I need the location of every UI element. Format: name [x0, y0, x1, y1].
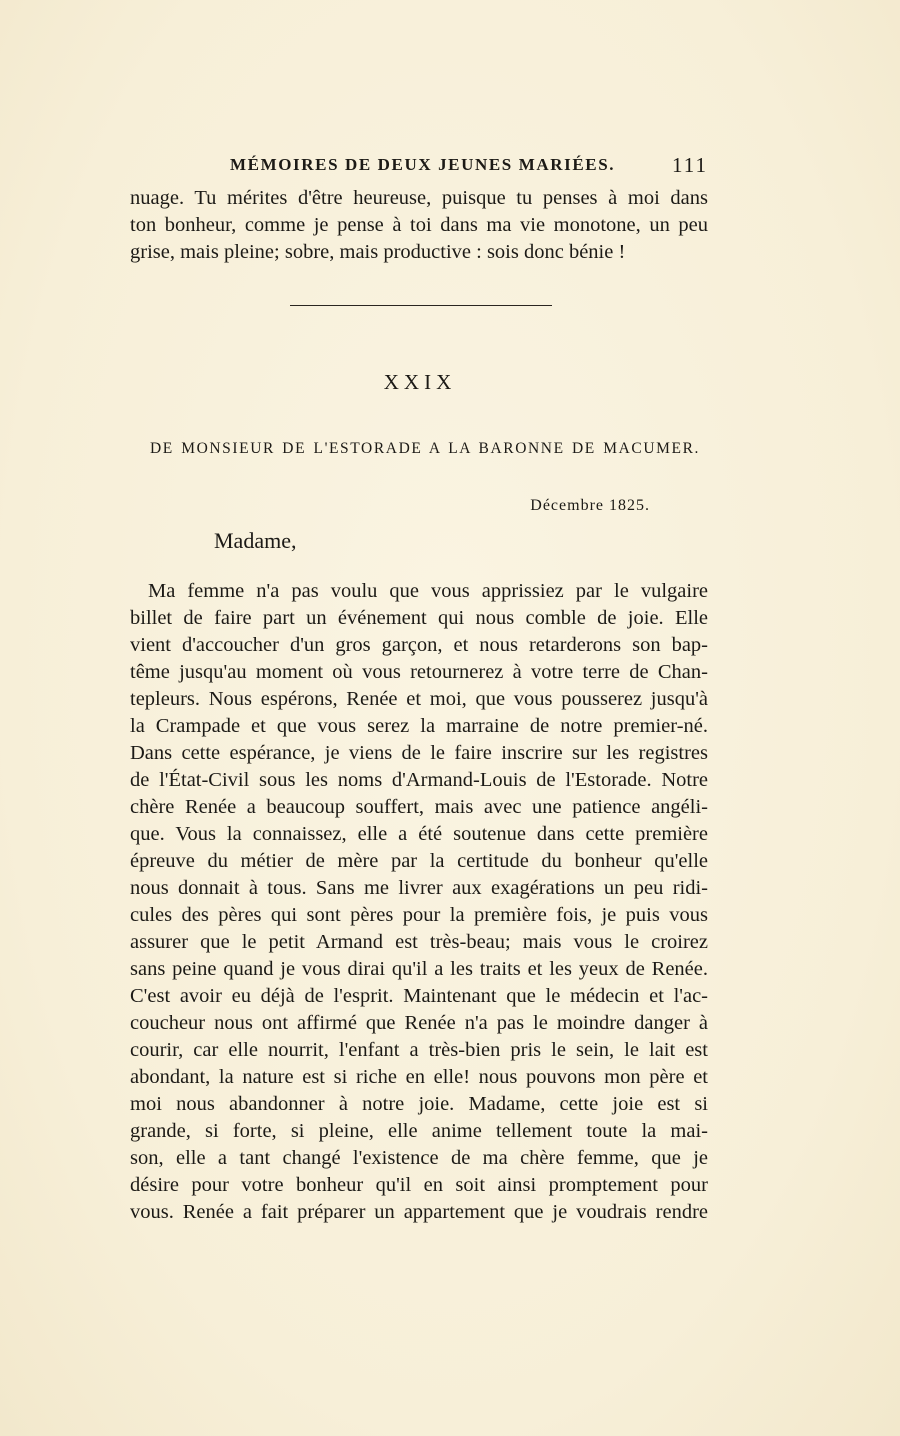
text-line: nuage. Tu mérites d'être heureuse, puisque tu penses à moi dans	[130, 187, 708, 209]
text-line: abondant, la nature est si riche en elle! nous pouvons mon père et	[130, 1066, 708, 1088]
page-number: 111	[672, 153, 708, 177]
letter-date: Décembre 1825.	[530, 497, 650, 514]
text-line: cules des pères qui sont pères pour la première fois, je puis vous	[130, 904, 708, 926]
letter-salutation: Madame,	[214, 528, 297, 553]
text-line: chère Renée a beaucoup souffert, mais avec une patience angéli-	[130, 796, 708, 818]
text-line: son, elle a tant changé l'existence de ma chère femme, que je	[130, 1147, 708, 1169]
text-line: nous donnait à tous. Sans me livrer aux exagérations un peu ridi-	[130, 877, 708, 899]
text-line: courir, car elle nourrit, l'enfant a très-bien pris le sein, le lait est	[130, 1039, 708, 1061]
text-line: coucheur nous ont affirmé que Renée n'a pas le moindre danger à	[130, 1012, 708, 1034]
text-line: C'est avoir eu déjà de l'esprit. Maintenant que le médecin et l'ac-	[130, 985, 708, 1007]
text-line: assurer que le petit Armand est très-beau; mais vous le croirez	[130, 931, 708, 953]
text-line: épreuve du métier de mère par la certitude du bonheur qu'elle	[130, 850, 708, 872]
text-line: de l'État-Civil sous les noms d'Armand-Louis de l'Estorade. Notre	[130, 769, 708, 791]
text-line: grise, mais pleine; sobre, mais productive : sois donc bénie !	[130, 241, 626, 263]
text-line: billet de faire part un événement qui nous comble de joie. Elle	[130, 607, 708, 629]
text-line: que. Vous la connaissez, elle a été soutenue dans cette première	[130, 823, 708, 845]
text-line: grande, si forte, si pleine, elle anime tellement toute la mai-	[130, 1120, 708, 1142]
top-paragraph	[130, 185, 708, 266]
section-divider	[290, 305, 552, 306]
text-line: désire pour votre bonheur qu'il en soit ainsi promptement pour	[130, 1174, 708, 1196]
text-line: Ma femme n'a pas voulu que vous apprissiez par le vulgaire	[148, 580, 708, 602]
text-line: vous. Renée a fait préparer un appartement que je voudrais rendre	[130, 1201, 708, 1223]
text-line: sans peine quand je vous dirai qu'il a les traits et les yeux de Renée.	[130, 958, 708, 980]
letter-body	[130, 578, 708, 1226]
chapter-heading: DE MONSIEUR DE L'ESTORADE A LA BARONNE DE MACUMER.	[150, 440, 700, 457]
text-line: ton bonheur, comme je pense à toi dans ma vie monotone, un peu	[130, 214, 708, 236]
text-line: Dans cette espérance, je viens de le faire inscrire sur les registres	[130, 742, 708, 764]
text-line: tême jusqu'au moment où vous retournerez à votre terre de Chan-	[130, 661, 708, 683]
running-head	[130, 155, 710, 181]
chapter-number: XXIX	[383, 370, 457, 394]
running-title: MÉMOIRES DE DEUX JEUNES MARIÉES.	[230, 155, 616, 174]
text-line: vient d'accoucher d'un gros garçon, et nous retarderons son bap-	[130, 634, 708, 656]
text-line: moi nous abandonner à notre joie. Madame, cette joie est si	[130, 1093, 708, 1115]
text-line: la Crampade et que vous serez la marraine de notre premier-né.	[130, 715, 708, 737]
text-line: tepleurs. Nous espérons, Renée et moi, que vous pousserez jusqu'à	[130, 688, 708, 710]
